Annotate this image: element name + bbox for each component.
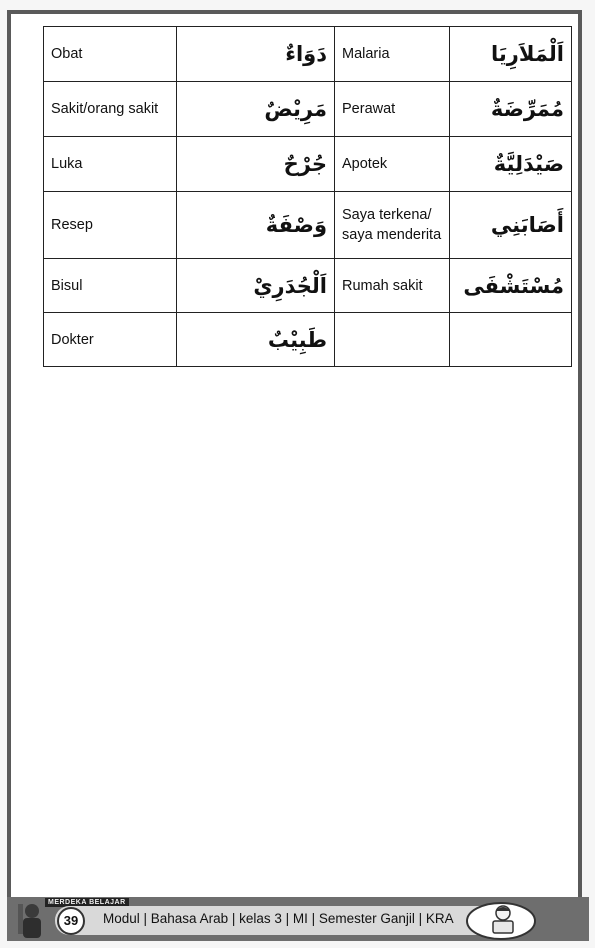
reading-child-icon xyxy=(465,897,537,941)
arabic-word: أَصَابَنِي xyxy=(450,192,572,259)
indonesian-word: Saya terkena/ saya menderita xyxy=(335,192,450,259)
table-row xyxy=(44,259,572,313)
arabic-word: اَلْمَلاَرِيَا xyxy=(450,27,572,82)
arabic-word: جُرْحٌ xyxy=(177,137,335,192)
student-mascot-icon xyxy=(15,901,49,941)
table-row xyxy=(44,137,572,192)
footer-text: Modul | Bahasa Arab | kelas 3 | MI | Semester Ganjil | KRA xyxy=(103,911,454,926)
table-row xyxy=(44,82,572,137)
indonesian-word: Bisul xyxy=(44,259,177,313)
arabic-word: اَلْجُدَرِيْ xyxy=(177,259,335,313)
vocabulary-table xyxy=(43,26,572,367)
indonesian-word xyxy=(335,313,450,367)
indonesian-word: Luka xyxy=(44,137,177,192)
arabic-word: وَصْفَةٌ xyxy=(177,192,335,259)
indonesian-word: Obat xyxy=(44,27,177,82)
arabic-word: صَيْدَلِيَّةٌ xyxy=(450,137,572,192)
arabic-word: مُمَرِّضَةٌ xyxy=(450,82,572,137)
indonesian-word: Resep xyxy=(44,192,177,259)
merdeka-belajar-badge: MERDEKA BELAJAR xyxy=(45,898,129,907)
arabic-word xyxy=(450,313,572,367)
arabic-word: طَبِيْبٌ xyxy=(177,313,335,367)
arabic-word: دَوَاءٌ xyxy=(177,27,335,82)
table-row xyxy=(44,192,572,259)
table-row xyxy=(44,313,572,367)
indonesian-word: Rumah sakit xyxy=(335,259,450,313)
indonesian-word: Dokter xyxy=(44,313,177,367)
page-footer xyxy=(7,897,589,941)
indonesian-word: Malaria xyxy=(335,27,450,82)
arabic-word: مَرِيْضٌ xyxy=(177,82,335,137)
indonesian-word: Sakit/orang sakit xyxy=(44,82,177,137)
table-row xyxy=(44,27,572,82)
indonesian-word: Perawat xyxy=(335,82,450,137)
indonesian-word: Apotek xyxy=(335,137,450,192)
page-number: 39 xyxy=(57,907,85,935)
arabic-word: مُسْتَشْفَى xyxy=(450,259,572,313)
